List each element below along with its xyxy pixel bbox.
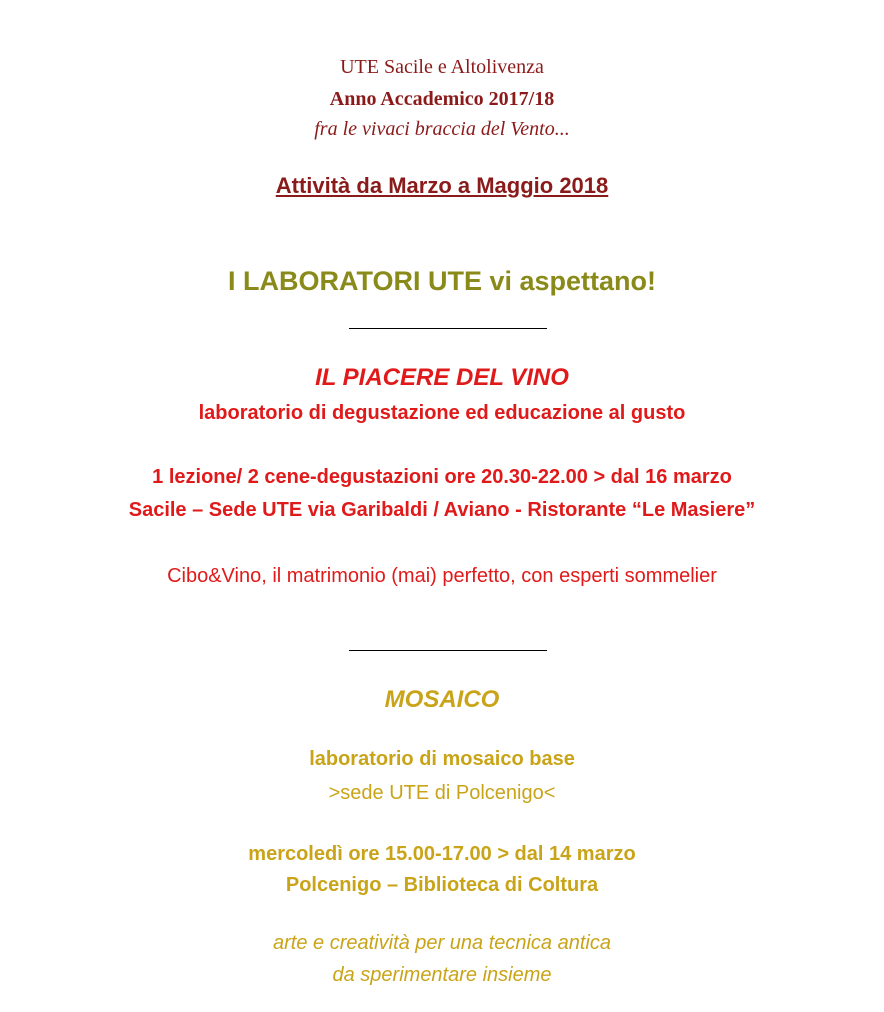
mosaico-schedule: mercoledì ore 15.00-17.00 > dal 14 marzo xyxy=(248,843,636,865)
divider-1 xyxy=(349,328,547,329)
mosaico-tagline-2: da sperimentare insieme xyxy=(332,964,552,986)
mosaico-title: MOSAICO xyxy=(384,686,500,713)
headline: I LABORATORI UTE vi aspettano! xyxy=(227,266,657,296)
mosaico-location: Polcenigo – Biblioteca di Coltura xyxy=(285,874,599,896)
vino-subtitle: laboratorio di degustazione ed educazione al gusto xyxy=(198,402,686,424)
divider-2 xyxy=(349,650,547,651)
section-title: Attività da Marzo a Maggio 2018 xyxy=(275,173,609,198)
academic-year: Anno Accademico 2017/18 xyxy=(329,88,555,110)
organization-name: UTE Sacile e Altolivenza xyxy=(340,56,544,78)
motto: fra le vivaci braccia del Vento... xyxy=(314,118,570,140)
vino-description: Cibo&Vino, il matrimonio (mai) perfetto, con esperti sommelier xyxy=(167,565,717,587)
mosaico-seat: >sede UTE di Polcenigo< xyxy=(328,782,556,804)
mosaico-tagline-1: arte e creatività per una tecnica antica xyxy=(273,932,611,954)
vino-schedule: 1 lezione/ 2 cene-degustazioni ore 20.30-22.00 > dal 16 marzo xyxy=(152,466,732,488)
mosaico-subtitle: laboratorio di mosaico base xyxy=(309,748,575,770)
vino-location: Sacile – Sede UTE via Garibaldi / Aviano - Ristorante “Le Masiere” xyxy=(128,499,756,521)
vino-title: IL PIACERE DEL VINO xyxy=(315,364,569,391)
